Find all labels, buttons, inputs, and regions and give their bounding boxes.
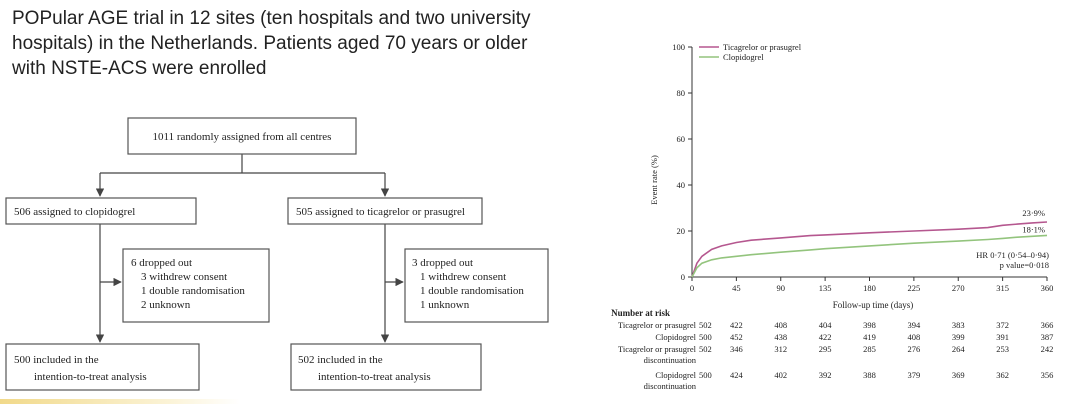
chart-curves xyxy=(692,208,1047,277)
decorative-strip xyxy=(0,399,240,404)
risk-value: 285 xyxy=(863,344,876,354)
randomised-box xyxy=(128,118,356,154)
header-line-2: hospitals) in the Netherlands. Patients aged 70 years or older xyxy=(12,33,528,54)
risk-start-value: 502 xyxy=(699,320,712,330)
risk-value: 366 xyxy=(1040,320,1054,330)
risk-value: 424 xyxy=(730,370,743,380)
risk-value: 392 xyxy=(818,370,832,380)
risk-value: 383 xyxy=(951,320,965,330)
risk-value: 398 xyxy=(863,320,876,330)
y-tick-label: 0 xyxy=(680,272,685,282)
risk-value: 419 xyxy=(863,332,876,342)
clopidogrel-dropout-box xyxy=(123,249,269,322)
x-tick-label: 315 xyxy=(996,283,1009,293)
x-tick-label: 0 xyxy=(689,283,695,293)
dropout-line: 3 dropped out xyxy=(412,257,474,269)
y-tick-label: 80 xyxy=(676,88,685,98)
header-line-1: POPular AGE trial in 12 sites (ten hospitals and two university xyxy=(12,8,531,29)
hazard-ratio-text: HR 0·71 (0·54–0·94) xyxy=(976,250,1049,260)
risk-value: 394 xyxy=(907,320,921,330)
ticagrelor-final-box xyxy=(291,344,481,390)
risk-row-label: Ticagrelor or prasugrel xyxy=(617,344,696,354)
risk-value: 242 xyxy=(1040,344,1054,354)
risk-value: 372 xyxy=(996,320,1009,330)
risk-row-label: discontinuation xyxy=(643,355,696,365)
randomised-text: 1011 randomly assigned from all centres xyxy=(152,131,332,143)
dropout-line: 3 withdrew consent xyxy=(141,271,228,283)
x-tick-label: 45 xyxy=(732,283,741,293)
risk-value: 408 xyxy=(907,332,921,342)
risk-row-label: Clopidogrel xyxy=(655,332,696,342)
risk-value: 422 xyxy=(818,332,832,342)
legend-label: Clopidogrel xyxy=(723,52,764,62)
final-line: intention-to-treat analysis xyxy=(318,371,431,383)
risk-value: 346 xyxy=(730,344,743,354)
risk-start-value: 500 xyxy=(699,332,712,342)
final-line: intention-to-treat analysis xyxy=(34,371,147,383)
risk-start-value: 502 xyxy=(699,344,712,354)
clopidogrel-arm-text: 506 assigned to clopidogrel xyxy=(14,206,136,218)
slide-header xyxy=(12,6,572,81)
risk-value: 402 xyxy=(774,370,788,380)
final-line: 502 included in the xyxy=(298,354,383,366)
x-tick-label: 270 xyxy=(951,283,965,293)
dropout-line: 2 unknown xyxy=(141,299,191,311)
legend-label: Ticagrelor or prasugrel xyxy=(723,42,802,52)
final-line: 500 included in the xyxy=(14,354,99,366)
risk-value: 388 xyxy=(863,370,876,380)
risk-value: 422 xyxy=(730,320,743,330)
risk-value: 408 xyxy=(774,320,788,330)
risk-value: 312 xyxy=(774,344,788,354)
y-tick-label: 20 xyxy=(676,226,685,236)
x-tick-label: 225 xyxy=(907,283,921,293)
risk-row-label: discontinuation xyxy=(643,381,696,391)
chart-legend xyxy=(699,42,802,62)
hazard-ratio-text: p value=0·018 xyxy=(999,260,1049,270)
kaplan-meier-chart xyxy=(575,30,1075,400)
risk-value: 264 xyxy=(951,344,965,354)
series-end-label: 18·1% xyxy=(1022,224,1045,235)
risk-value: 391 xyxy=(996,332,1009,342)
consort-flowchart xyxy=(0,110,560,400)
x-tick-label: 360 xyxy=(1040,283,1054,293)
y-tick-label: 100 xyxy=(672,42,685,52)
dropout-line: 6 dropped out xyxy=(131,257,193,269)
x-tick-label: 90 xyxy=(776,283,785,293)
ticagrelor-arm-box xyxy=(288,198,482,224)
risk-value: 362 xyxy=(996,370,1009,380)
risk-value: 356 xyxy=(1040,370,1054,380)
ticagrelor-dropout-box xyxy=(405,249,548,322)
x-tick-label: 135 xyxy=(818,283,832,293)
risk-start-value: 500 xyxy=(699,370,712,380)
clopidogrel-final-box xyxy=(6,344,199,390)
ticagrelor-arm-text: 505 assigned to ticagrelor or prasugrel xyxy=(296,206,465,218)
dropout-line: 1 withdrew consent xyxy=(420,271,507,283)
risk-value: 399 xyxy=(951,332,965,342)
y-tick-label: 40 xyxy=(676,180,685,190)
y-tick-label: 60 xyxy=(676,134,685,144)
clopidogrel-arm-box xyxy=(6,198,196,224)
risk-value: 276 xyxy=(907,344,921,354)
series-end-label: 23·9% xyxy=(1022,208,1045,219)
x-tick-label: 180 xyxy=(863,283,876,293)
risk-value: 379 xyxy=(907,370,921,380)
risk-value: 295 xyxy=(818,344,832,354)
risk-value: 404 xyxy=(818,320,832,330)
y-axis-label: Event rate (%) xyxy=(649,155,659,205)
dropout-line: 1 double randomisation xyxy=(141,285,245,297)
risk-row-label: Ticagrelor or prasugrel xyxy=(617,320,696,330)
chart-annotation xyxy=(976,250,1049,270)
risk-table-title: Number at risk xyxy=(611,308,670,318)
header-line-3: with NSTE-ACS were enrolled xyxy=(12,58,267,79)
risk-value: 253 xyxy=(996,344,1009,354)
risk-value: 369 xyxy=(951,370,965,380)
risk-value: 387 xyxy=(1040,332,1054,342)
x-axis-label: Follow-up time (days) xyxy=(832,300,914,310)
risk-row-label: Clopidogrel xyxy=(655,370,696,380)
number-at-risk-table xyxy=(611,308,1053,391)
dropout-line: 1 double randomisation xyxy=(420,285,524,297)
risk-value: 438 xyxy=(774,332,788,342)
risk-value: 452 xyxy=(730,332,743,342)
dropout-line: 1 unknown xyxy=(420,299,470,311)
